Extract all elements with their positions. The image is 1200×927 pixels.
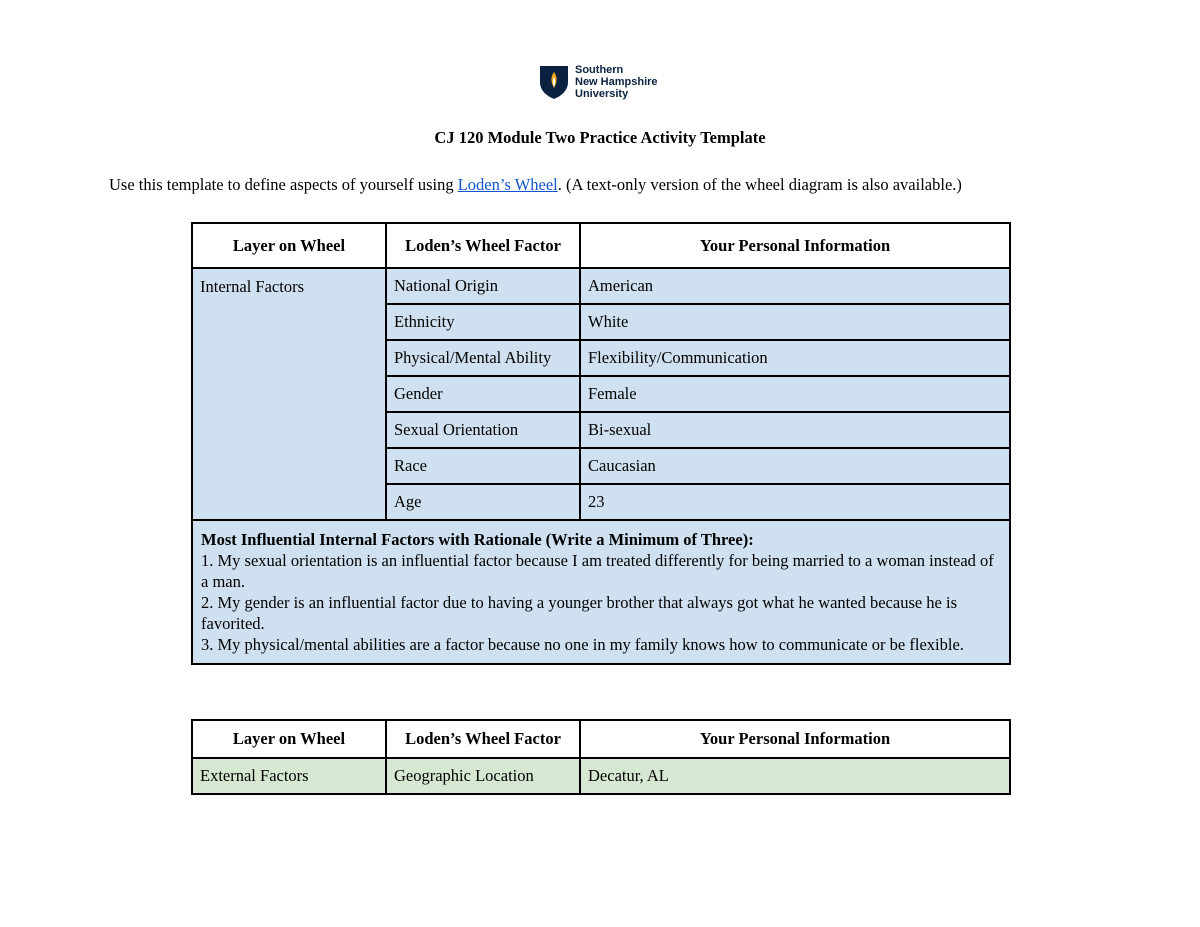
rationale-item: 2. My gender is an influential factor due to having a younger brother that always got what he wanted because he is favorited. (201, 593, 958, 633)
header-factor: Loden’s Wheel Factor (386, 223, 580, 268)
table-header-row (192, 720, 1010, 758)
header-layer: Layer on Wheel (192, 223, 386, 268)
table-row (192, 268, 1010, 304)
info-cell: Bi-sexual (580, 412, 1010, 448)
table-header-row (192, 223, 1010, 268)
intro-paragraph (109, 175, 962, 195)
layer-cell-external: External Factors (192, 758, 386, 794)
info-cell: 23 (580, 484, 1010, 520)
info-cell: American (580, 268, 1010, 304)
factor-cell: Age (386, 484, 580, 520)
info-cell: Caucasian (580, 448, 1010, 484)
shield-flame-icon (539, 64, 569, 100)
header-layer: Layer on Wheel (192, 720, 386, 758)
lodens-wheel-link[interactable]: Loden’s Wheel (457, 175, 558, 194)
factor-cell: Sexual Orientation (386, 412, 580, 448)
factor-cell: National Origin (386, 268, 580, 304)
header-info: Your Personal Information (580, 223, 1010, 268)
header-factor: Loden’s Wheel Factor (386, 720, 580, 758)
info-cell: White (580, 304, 1010, 340)
factor-cell: Geographic Location (386, 758, 580, 794)
logo-wordmark: Southern New Hampshire University (575, 64, 658, 100)
rationale-cell (192, 520, 1010, 664)
rationale-item: 3. My physical/mental abilities are a factor because no one in my family knows how to communicate or be flexible. (201, 635, 964, 654)
factor-cell: Physical/Mental Ability (386, 340, 580, 376)
info-cell: Decatur, AL (580, 758, 1010, 794)
intro-text-before: Use this template to define aspects of yourself using (109, 175, 458, 194)
factor-cell: Gender (386, 376, 580, 412)
factor-cell: Race (386, 448, 580, 484)
intro-text-after: . (A text-only version of the wheel diagram is also available.) (557, 175, 962, 194)
rationale-heading: Most Influential Internal Factors with Rationale (Write a Minimum of Three): (201, 530, 754, 549)
layer-cell-internal: Internal Factors (192, 268, 386, 520)
university-logo (539, 64, 658, 100)
rationale-row (192, 520, 1010, 664)
info-cell: Flexibility/Communication (580, 340, 1010, 376)
internal-factors-table (191, 222, 1011, 665)
factor-cell: Ethnicity (386, 304, 580, 340)
table-row (192, 758, 1010, 794)
external-factors-table (191, 719, 1011, 795)
rationale-item: 1. My sexual orientation is an influential factor because I am treated differently for being married to a woman instead of a man. (201, 551, 994, 591)
info-cell: Female (580, 376, 1010, 412)
header-info: Your Personal Information (580, 720, 1010, 758)
page-title: CJ 120 Module Two Practice Activity Template (434, 128, 766, 147)
